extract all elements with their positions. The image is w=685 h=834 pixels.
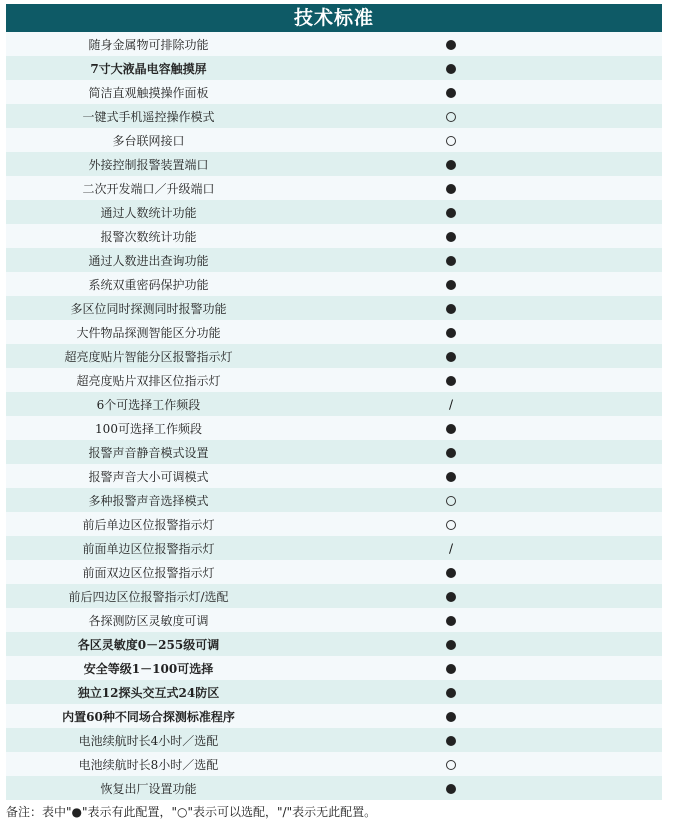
config-mark [291, 565, 611, 579]
table-row [6, 464, 662, 488]
table-row [6, 440, 662, 464]
included-dot-icon [446, 472, 456, 482]
feature-label: 系统双重密码保护功能 [88, 277, 209, 292]
table-row [6, 368, 662, 392]
config-mark [291, 157, 611, 171]
config-mark [291, 133, 611, 147]
table-row [6, 272, 662, 296]
table-row [6, 104, 662, 128]
config-mark [291, 229, 611, 243]
included-dot-icon [446, 280, 456, 290]
included-dot-icon [446, 640, 456, 650]
table-row [6, 392, 662, 416]
optional-circle-icon [446, 496, 456, 506]
feature-label: 电池续航时长8小时／选配 [78, 757, 219, 772]
config-mark [291, 37, 611, 51]
included-dot-icon [446, 208, 456, 218]
table-row [6, 176, 662, 200]
table-row [6, 632, 662, 656]
included-dot-icon [446, 784, 456, 794]
table-body [6, 32, 662, 800]
config-mark [291, 661, 611, 675]
included-dot-icon [446, 424, 456, 434]
config-mark [291, 709, 611, 723]
feature-label: 各区灵敏度0－255级可调 [77, 637, 220, 652]
config-mark [291, 541, 611, 556]
feature-label: 安全等级1－100可选择 [83, 661, 214, 676]
config-mark [291, 349, 611, 363]
feature-label: 6个可选择工作频段 [96, 397, 201, 412]
included-dot-icon [446, 40, 456, 50]
config-mark [291, 493, 611, 507]
included-dot-icon [446, 376, 456, 386]
feature-label: 100可选择工作频段 [95, 421, 202, 436]
feature-label: 超亮度贴片智能分区报警指示灯 [64, 349, 233, 364]
table-row [6, 584, 662, 608]
table-row [6, 728, 662, 752]
config-mark [291, 613, 611, 627]
included-dot-icon [446, 616, 456, 626]
table-row [6, 656, 662, 680]
not-included-slash: / [448, 541, 454, 556]
included-dot-icon [446, 160, 456, 170]
feature-label: 内置60种不同场合探测标准程序 [62, 709, 235, 724]
feature-label: 电池续航时长4小时／选配 [78, 733, 219, 748]
table-row [6, 320, 662, 344]
feature-label: 各探测防区灵敏度可调 [88, 613, 209, 628]
spec-table [6, 4, 662, 800]
config-mark [291, 421, 611, 435]
table-row [6, 128, 662, 152]
config-mark [291, 685, 611, 699]
table-row [6, 608, 662, 632]
optional-circle-icon [446, 520, 456, 530]
feature-label: 简洁直观触摸操作面板 [88, 85, 209, 100]
feature-label: 前后单边区位报警指示灯 [82, 517, 215, 532]
table-row [6, 752, 662, 776]
config-mark [291, 181, 611, 195]
feature-label: 通过人数进出查询功能 [88, 253, 209, 268]
not-included-slash: / [448, 397, 454, 412]
feature-label: 独立12探头交互式24防区 [77, 685, 220, 700]
included-dot-icon [446, 184, 456, 194]
table-row [6, 488, 662, 512]
included-dot-icon [446, 688, 456, 698]
feature-label: 外接控制报警装置端口 [88, 157, 209, 172]
feature-label: 报警声音大小可调模式 [88, 469, 209, 484]
feature-label: 一键式手机遥控操作模式 [82, 109, 215, 124]
included-dot-icon [446, 712, 456, 722]
feature-label: 随身金属物可排除功能 [88, 37, 209, 52]
table-row [6, 512, 662, 536]
included-dot-icon [446, 304, 456, 314]
table-row [6, 704, 662, 728]
feature-label: 前后四边区位报警指示灯/选配 [68, 589, 229, 604]
feature-label: 多种报警声音选择模式 [88, 493, 209, 508]
config-mark [291, 85, 611, 99]
feature-label: 二次开发端口／升级端口 [82, 181, 215, 196]
included-dot-icon [446, 352, 456, 362]
feature-label: 前面双边区位报警指示灯 [82, 565, 215, 580]
table-row [6, 416, 662, 440]
included-dot-icon [446, 736, 456, 746]
optional-circle-icon [446, 136, 456, 146]
feature-label: 超亮度贴片双排区位指示灯 [76, 373, 221, 388]
feature-label: 报警声音静音模式设置 [88, 445, 209, 460]
config-mark [291, 589, 611, 603]
table-row [6, 776, 662, 800]
included-dot-icon [446, 88, 456, 98]
feature-label: 7寸大液晶电容触摸屏 [90, 61, 207, 76]
table-row [6, 152, 662, 176]
feature-label: 多台联网接口 [112, 133, 185, 148]
table-row [6, 536, 662, 560]
feature-label: 大件物品探测智能区分功能 [76, 325, 221, 340]
table-row [6, 344, 662, 368]
config-mark [291, 325, 611, 339]
included-dot-icon [446, 328, 456, 338]
table-row [6, 224, 662, 248]
included-dot-icon [446, 64, 456, 74]
config-mark [291, 301, 611, 315]
feature-label: 多区位同时探测同时报警功能 [70, 301, 227, 316]
config-mark [291, 517, 611, 531]
table-row [6, 200, 662, 224]
table-row [6, 56, 662, 80]
table-row [6, 680, 662, 704]
table-row [6, 32, 662, 56]
included-dot-icon [446, 592, 456, 602]
config-mark [291, 637, 611, 651]
feature-label: 前面单边区位报警指示灯 [82, 541, 215, 556]
config-mark [291, 397, 611, 412]
feature-label: 通过人数统计功能 [100, 205, 197, 220]
feature-label: 恢复出厂设置功能 [100, 781, 197, 796]
config-mark [291, 781, 611, 795]
included-dot-icon [446, 448, 456, 458]
config-mark [291, 373, 611, 387]
config-mark [291, 205, 611, 219]
config-mark [291, 277, 611, 291]
optional-circle-icon [446, 760, 456, 770]
config-mark [291, 445, 611, 459]
table-row [6, 248, 662, 272]
table-title: 技术标准 [6, 4, 662, 32]
optional-circle-icon [446, 112, 456, 122]
included-dot-icon [446, 256, 456, 266]
included-dot-icon [446, 232, 456, 242]
config-mark [291, 109, 611, 123]
feature-label: 报警次数统计功能 [100, 229, 197, 244]
config-mark [291, 469, 611, 483]
footnote: 备注：表中"●"表示有此配置，"○"表示可以选配，"/"表示无此配置。 [6, 805, 377, 819]
config-mark [291, 757, 611, 771]
table-row [6, 80, 662, 104]
included-dot-icon [446, 568, 456, 578]
config-mark [291, 253, 611, 267]
table-row [6, 296, 662, 320]
table-row [6, 560, 662, 584]
included-dot-icon [446, 664, 456, 674]
config-mark [291, 733, 611, 747]
config-mark [291, 61, 611, 75]
